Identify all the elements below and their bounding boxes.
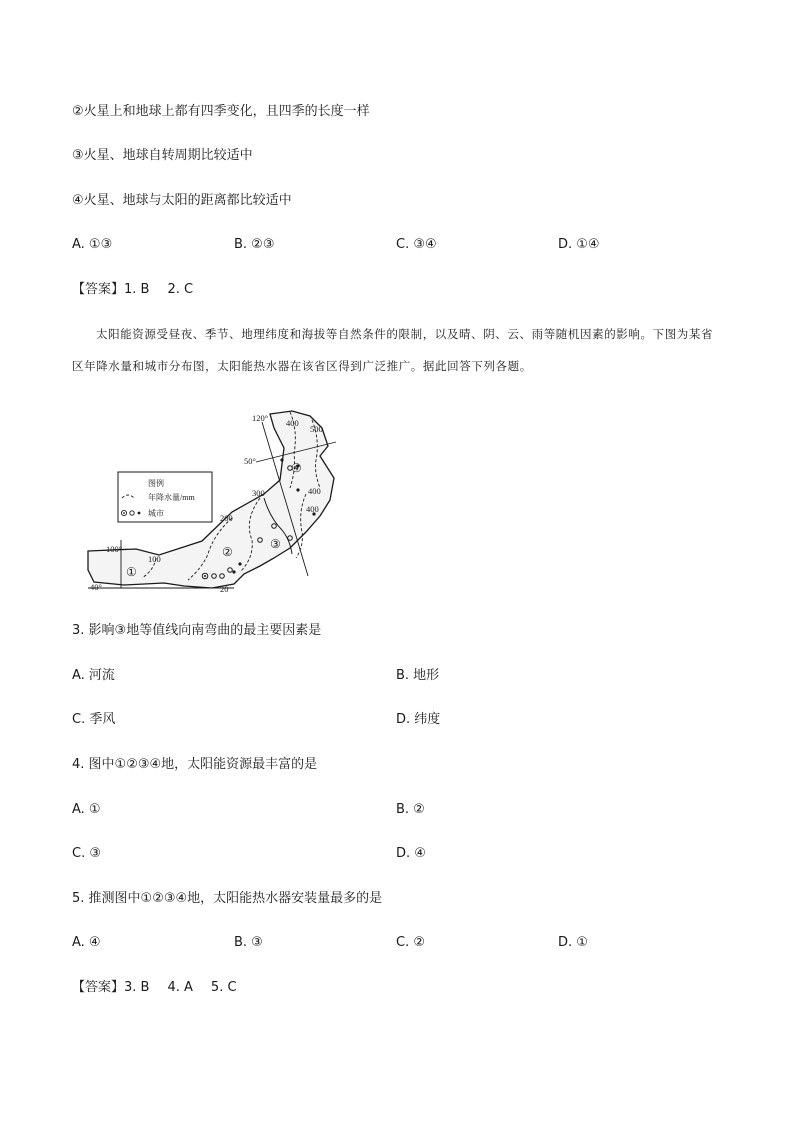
label-zone-2: ② bbox=[222, 545, 233, 559]
q5-option-a: A. ④ bbox=[72, 935, 101, 950]
statement-3: ③火星、地球自转周期比较适中 bbox=[72, 148, 253, 163]
prev-option-d: D. ①④ bbox=[558, 237, 600, 252]
city-dot bbox=[232, 570, 235, 573]
statement-4: ④火星、地球与太阳的距离都比较适中 bbox=[72, 193, 292, 208]
legend-title: 图例 bbox=[148, 479, 164, 488]
legend-town-dot bbox=[138, 512, 141, 515]
q5-option-c: C. ② bbox=[396, 935, 425, 950]
city-dot bbox=[280, 458, 283, 461]
legend-city-label: 城市 bbox=[148, 509, 164, 518]
label-iso-400-east-1: 400 bbox=[308, 486, 321, 496]
legend-capital-dot bbox=[123, 512, 125, 514]
answer-label: 【答案】 bbox=[72, 282, 125, 297]
label-iso-400-east-2: 400 bbox=[306, 504, 319, 514]
answer-item: 5. C bbox=[210, 980, 237, 995]
label-iso-clipped: 20 bbox=[220, 584, 229, 592]
q3-option-b: B. 地形 bbox=[396, 668, 440, 683]
q4-option-b: B. ② bbox=[396, 802, 425, 817]
q3-option-c: C. 季风 bbox=[72, 712, 116, 727]
question-3-stem: 3. 影响③地等值线向南弯曲的最主要因素是 bbox=[72, 623, 322, 638]
answer-item: 1. B bbox=[124, 282, 150, 297]
label-lat-40: 40° bbox=[90, 582, 102, 592]
label-lon-120: 120° bbox=[252, 413, 269, 423]
q4-option-d: D. ④ bbox=[396, 846, 426, 861]
label-iso-100: 100 bbox=[148, 554, 161, 564]
prev-option-c: C. ③④ bbox=[396, 237, 437, 252]
label-iso-200: 200 bbox=[220, 513, 233, 523]
question-5-stem: 5. 推测图中①②③④地，太阳能热水器安装量最多的是 bbox=[72, 891, 383, 906]
question-4-stem: 4. 图中①②③④地，太阳能资源最丰富的是 bbox=[72, 757, 318, 772]
q5-option-d: D. ① bbox=[558, 935, 588, 950]
label-iso-500: 500 bbox=[310, 424, 323, 434]
label-iso-300: 300 bbox=[252, 488, 265, 498]
label-iso-400-north: 400 bbox=[286, 418, 299, 428]
q3-option-a: A. 河流 bbox=[72, 668, 115, 683]
legend-isohyet-label: 年降水量/mm bbox=[148, 493, 195, 502]
answer-block-1 bbox=[72, 281, 211, 299]
prev-option-b: B. ②③ bbox=[234, 237, 275, 252]
city-dot bbox=[296, 488, 299, 491]
q4-option-c: C. ③ bbox=[72, 846, 101, 861]
q5-option-b: B. ③ bbox=[234, 935, 263, 950]
answer-item: 4. A bbox=[167, 980, 193, 995]
intro-paragraph: 太阳能资源受昼夜、季节、地理纬度和海拔等自然条件的限制，以及晴、阴、云、雨等随机因素的影响。下图为某省区年降水量和城市分布图，太阳能热水器在该省区得到广泛推广。据此回答下列各题。 bbox=[72, 327, 714, 373]
answer-label: 【答案】 bbox=[72, 980, 125, 995]
q4-option-a: A. ① bbox=[72, 802, 101, 817]
q3-option-d: D. 纬度 bbox=[396, 712, 441, 727]
statement-2: ②火星上和地球上都有四季变化，且四季的长度一样 bbox=[72, 104, 370, 119]
label-zone-4: ④ bbox=[291, 461, 302, 475]
answer-item: 2. C bbox=[167, 282, 194, 297]
label-lon-100: 100° bbox=[106, 544, 123, 554]
answer-item: 3. B bbox=[124, 980, 150, 995]
label-zone-3: ③ bbox=[270, 537, 281, 551]
capital-city-center bbox=[204, 575, 206, 577]
city-dot bbox=[238, 562, 241, 565]
answer-block-2 bbox=[72, 979, 255, 997]
prev-option-a: A. ①③ bbox=[72, 237, 113, 252]
label-lat-50: 50° bbox=[244, 456, 256, 466]
precipitation-city-map bbox=[84, 408, 346, 592]
label-zone-1: ① bbox=[126, 565, 137, 579]
